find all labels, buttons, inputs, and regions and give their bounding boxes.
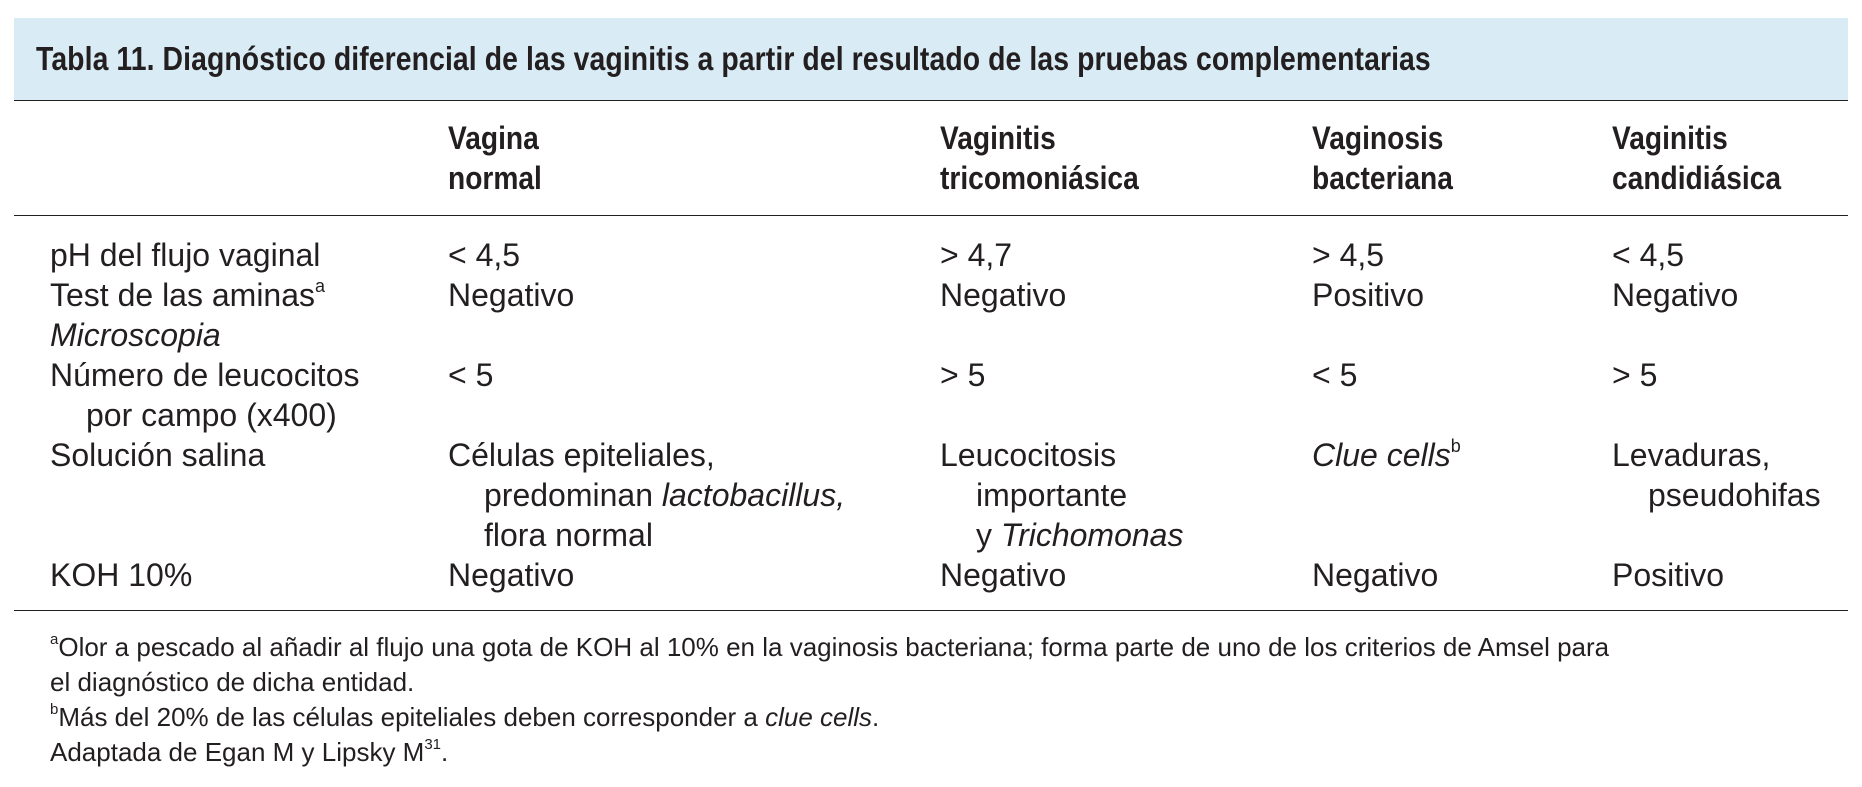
row-salina-tricomoniasica-line1: Leucocitosis <box>940 437 1117 473</box>
header-vagina-normal-line1: Vagina <box>448 120 539 156</box>
trichomonas-term: Trichomonas <box>1000 517 1184 553</box>
footnote-a-line2: el diagnóstico de dicha entidad. <box>50 667 415 697</box>
table-title: Tabla 11. Diagnóstico diferencial de las vaginitis a partir del resultado de las pruebas complementarias <box>36 40 1431 77</box>
row-salina-candidiasica-line2: pseudohifas <box>1648 477 1821 513</box>
row-leucocitos-label-line1: Número de leucocitos <box>50 357 360 393</box>
row-microscopia-label: Microscopia <box>50 317 221 353</box>
source-note-ref: 31 <box>424 736 442 753</box>
header-vaginitis-candidiasica-line1: Vaginitis <box>1612 120 1728 156</box>
row-salina-vagina-normal-line1: Células epiteliales, <box>448 437 715 473</box>
lactobacillus-term: lactobacillus, <box>661 477 846 513</box>
header-vaginitis-tricomoniasica <box>940 118 1139 198</box>
footnote-b-marker: b <box>50 701 59 718</box>
row-leucocitos-label <box>50 355 359 435</box>
source-note <box>50 735 448 770</box>
row-koh-candidiasica: Positivo <box>1612 557 1725 593</box>
row-leucocitos-tricomoniasica: > 5 <box>940 357 986 393</box>
row-salina-vagina-normal-line3: flora normal <box>484 517 653 553</box>
row-salina-tricomoniasica-line2: importante <box>976 477 1128 513</box>
footnote-b-suffix: . <box>872 702 880 732</box>
header-vaginitis-tricomoniasica-line1: Vaginitis <box>940 120 1056 156</box>
row-aminas-vagina-normal: Negativo <box>448 277 575 313</box>
row-salina-bacteriana <box>1312 435 1461 475</box>
header-vaginitis-candidiasica <box>1612 118 1781 198</box>
row-ph-bacteriana: > 4,5 <box>1312 237 1385 273</box>
row-salina-tricomoniasica-line3 <box>940 515 1183 555</box>
footnote-ref-b: b <box>1450 436 1461 456</box>
row-salina-vagina-normal-line2 <box>448 475 845 515</box>
header-vaginitis-candidiasica-line2: candidiásica <box>1612 160 1782 196</box>
clue-cells-term: Clue cells <box>1312 437 1451 473</box>
row-salina-candidiasica <box>1612 435 1821 515</box>
footnote-a-line1: Olor a pescado al añadir al flujo una gota de KOH al 10% en la vaginosis bacteriana; forma parte de uno de los criterios de Amsel para <box>58 632 1610 662</box>
header-vaginosis-bacteriana <box>1312 118 1453 198</box>
source-note-text: Adaptada de Egan M y Lipsky M <box>50 737 425 767</box>
row-ph-vagina-normal: < 4,5 <box>448 237 521 273</box>
row-leucocitos-label-line2: por campo (x400) <box>86 397 337 433</box>
source-note-suffix: . <box>441 737 449 767</box>
table-bottom-divider <box>14 610 1848 611</box>
row-aminas-bacteriana: Positivo <box>1312 277 1425 313</box>
row-salina-tricomoniasica-line3-text: y <box>976 517 1001 553</box>
row-ph-tricomoniasica: > 4,7 <box>940 237 1013 273</box>
row-koh-bacteriana: Negativo <box>1312 557 1439 593</box>
row-salina-vagina-normal <box>448 435 845 555</box>
header-vagina-normal <box>448 118 542 198</box>
footnote-b-text: Más del 20% de las células epiteliales deben corresponder a <box>58 702 766 732</box>
row-leucocitos-candidiasica: > 5 <box>1612 357 1658 393</box>
footnote-ref-a: a <box>315 276 326 296</box>
row-salina-tricomoniasica <box>940 435 1183 555</box>
row-koh-label: KOH 10% <box>50 557 193 593</box>
row-leucocitos-bacteriana: < 5 <box>1312 357 1358 393</box>
row-salina-vagina-normal-line2-text: predominan <box>484 477 662 513</box>
header-vagina-normal-line2: normal <box>448 160 542 196</box>
row-aminas-tricomoniasica: Negativo <box>940 277 1067 313</box>
footnote-a-marker: a <box>50 631 59 648</box>
header-vaginosis-bacteriana-line1: Vaginosis <box>1312 120 1444 156</box>
footnote-b-italic: clue cells <box>765 702 873 732</box>
row-salina-candidiasica-line1: Levaduras, <box>1612 437 1771 473</box>
row-ph-candidiasica: < 4,5 <box>1612 237 1685 273</box>
footnote-b <box>50 700 879 735</box>
row-leucocitos-vagina-normal: < 5 <box>448 357 494 393</box>
row-ph-label: pH del flujo vaginal <box>50 237 321 273</box>
row-aminas-candidiasica: Negativo <box>1612 277 1739 313</box>
row-koh-vagina-normal: Negativo <box>448 557 575 593</box>
row-salina-label: Solución salina <box>50 437 266 473</box>
row-koh-tricomoniasica: Negativo <box>940 557 1067 593</box>
footnote-a <box>50 630 1609 665</box>
row-aminas-label <box>50 275 325 315</box>
header-vaginitis-tricomoniasica-line2: tricomoniásica <box>940 160 1139 196</box>
header-vaginosis-bacteriana-line2: bacteriana <box>1312 160 1453 196</box>
row-aminas-label-text: Test de las aminas <box>50 277 316 313</box>
header-divider <box>14 215 1848 216</box>
